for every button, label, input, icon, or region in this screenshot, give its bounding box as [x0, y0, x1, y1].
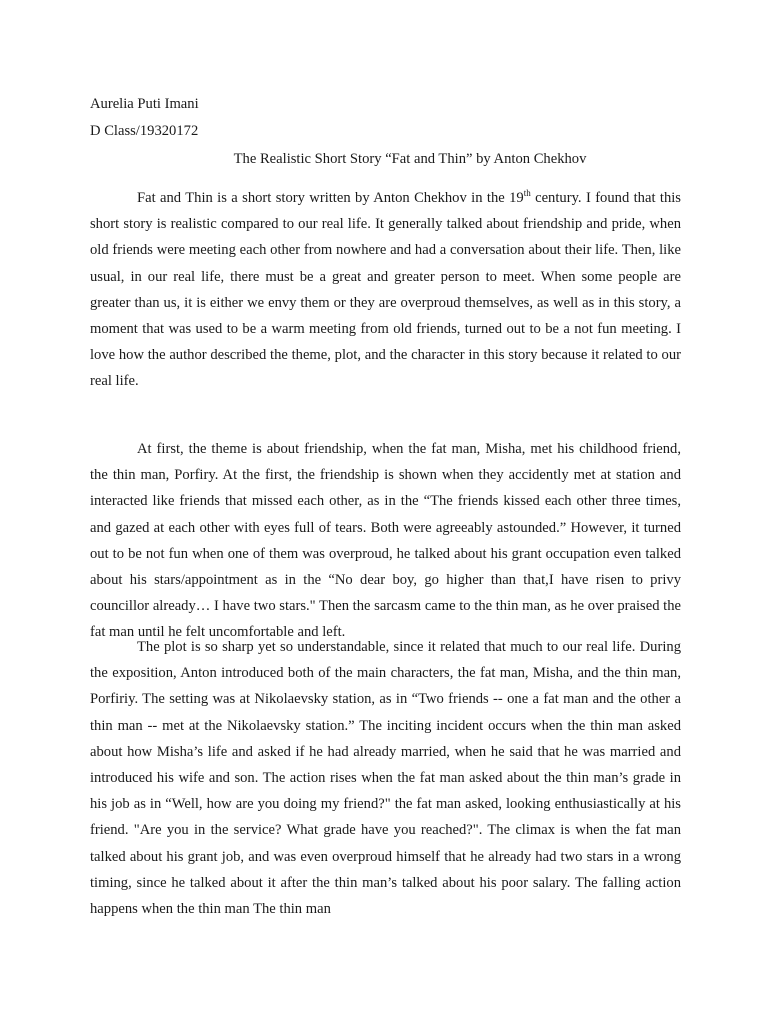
ordinal-superscript: th: [523, 188, 531, 198]
paragraph-1: [90, 185, 681, 395]
paragraph-3: The plot is so sharp yet so understandable, since it related that much to our real life. During the exposition, Anton introduced both of the main characters, the fat man, Misha, and the thin man, Porfiriy. The setting was at Nikolaevsky station, as in “Two friends -- one a fat man and the other a thin man -- met at the Nikolaevsky station.” The inciting incident occurs when the thin man asked about how Misha’s life and asked if he had already married, when he said that he was married and introduced his wife and son. The action rises when the fat man asked about the thin man’s grade in his job as in “Well, how are you doing my friend?" the fat man asked, looking enthusiastically at his friend. "Are you in the service? What grade have you reached?". The climax is when the fat man talked about his grant job, and was even overproud himself that he already had two stars in a wrong timing, since he talked about it after the thin man’s talked about his poor salary. The falling action happens when the thin man The thin man: [90, 639, 681, 918]
paragraph-1-text-a: Fat and Thin is a short story written by Anton Chekhov in the 19: [137, 190, 524, 206]
class-id: D Class/19320172: [90, 123, 199, 139]
author-name: Aurelia Puti Imani: [90, 96, 199, 112]
paragraph-2: At first, the theme is about friendship, when the fat man, Misha, met his childhood friend, the thin man, Porfiry. At the first, the friendship is shown when they accidently met at station and interacted like friends that missed each other, as in the “The friends kissed each other three times, and gazed at each other with eyes full of tears. Both were agreeably astounded.” However, it turned out to be not fun when one of them was overproud, he talked about his grant occupation even talked about his stars/appointment as in the “No dear boy, go higher than that,I have risen to privy councillor already… I have two stars." Then the sarcasm came to the thin man, as he over praised the fat man until he felt uncomfortable and left.: [90, 441, 681, 641]
essay-title: The Realistic Short Story “Fat and Thin” by Anton Chekhov: [233, 151, 587, 167]
paragraph-1-text-b: century. I found that this short story is realistic compared to our real life. It generally talked about friendship and pride, when old friends were meeting each other from nowhere and had a conversation about their life. Then, like usual, in our real life, there must be a great and greater person to meet. When some people are greater than us, it is either we envy them or they are overproud themselves, as well as in this story, a moment that was used to be a warm meeting from old friends, turned out to be a not fun meeting. I love how the author described the theme, plot, and the character in this story because it related to our real life.: [90, 190, 681, 390]
